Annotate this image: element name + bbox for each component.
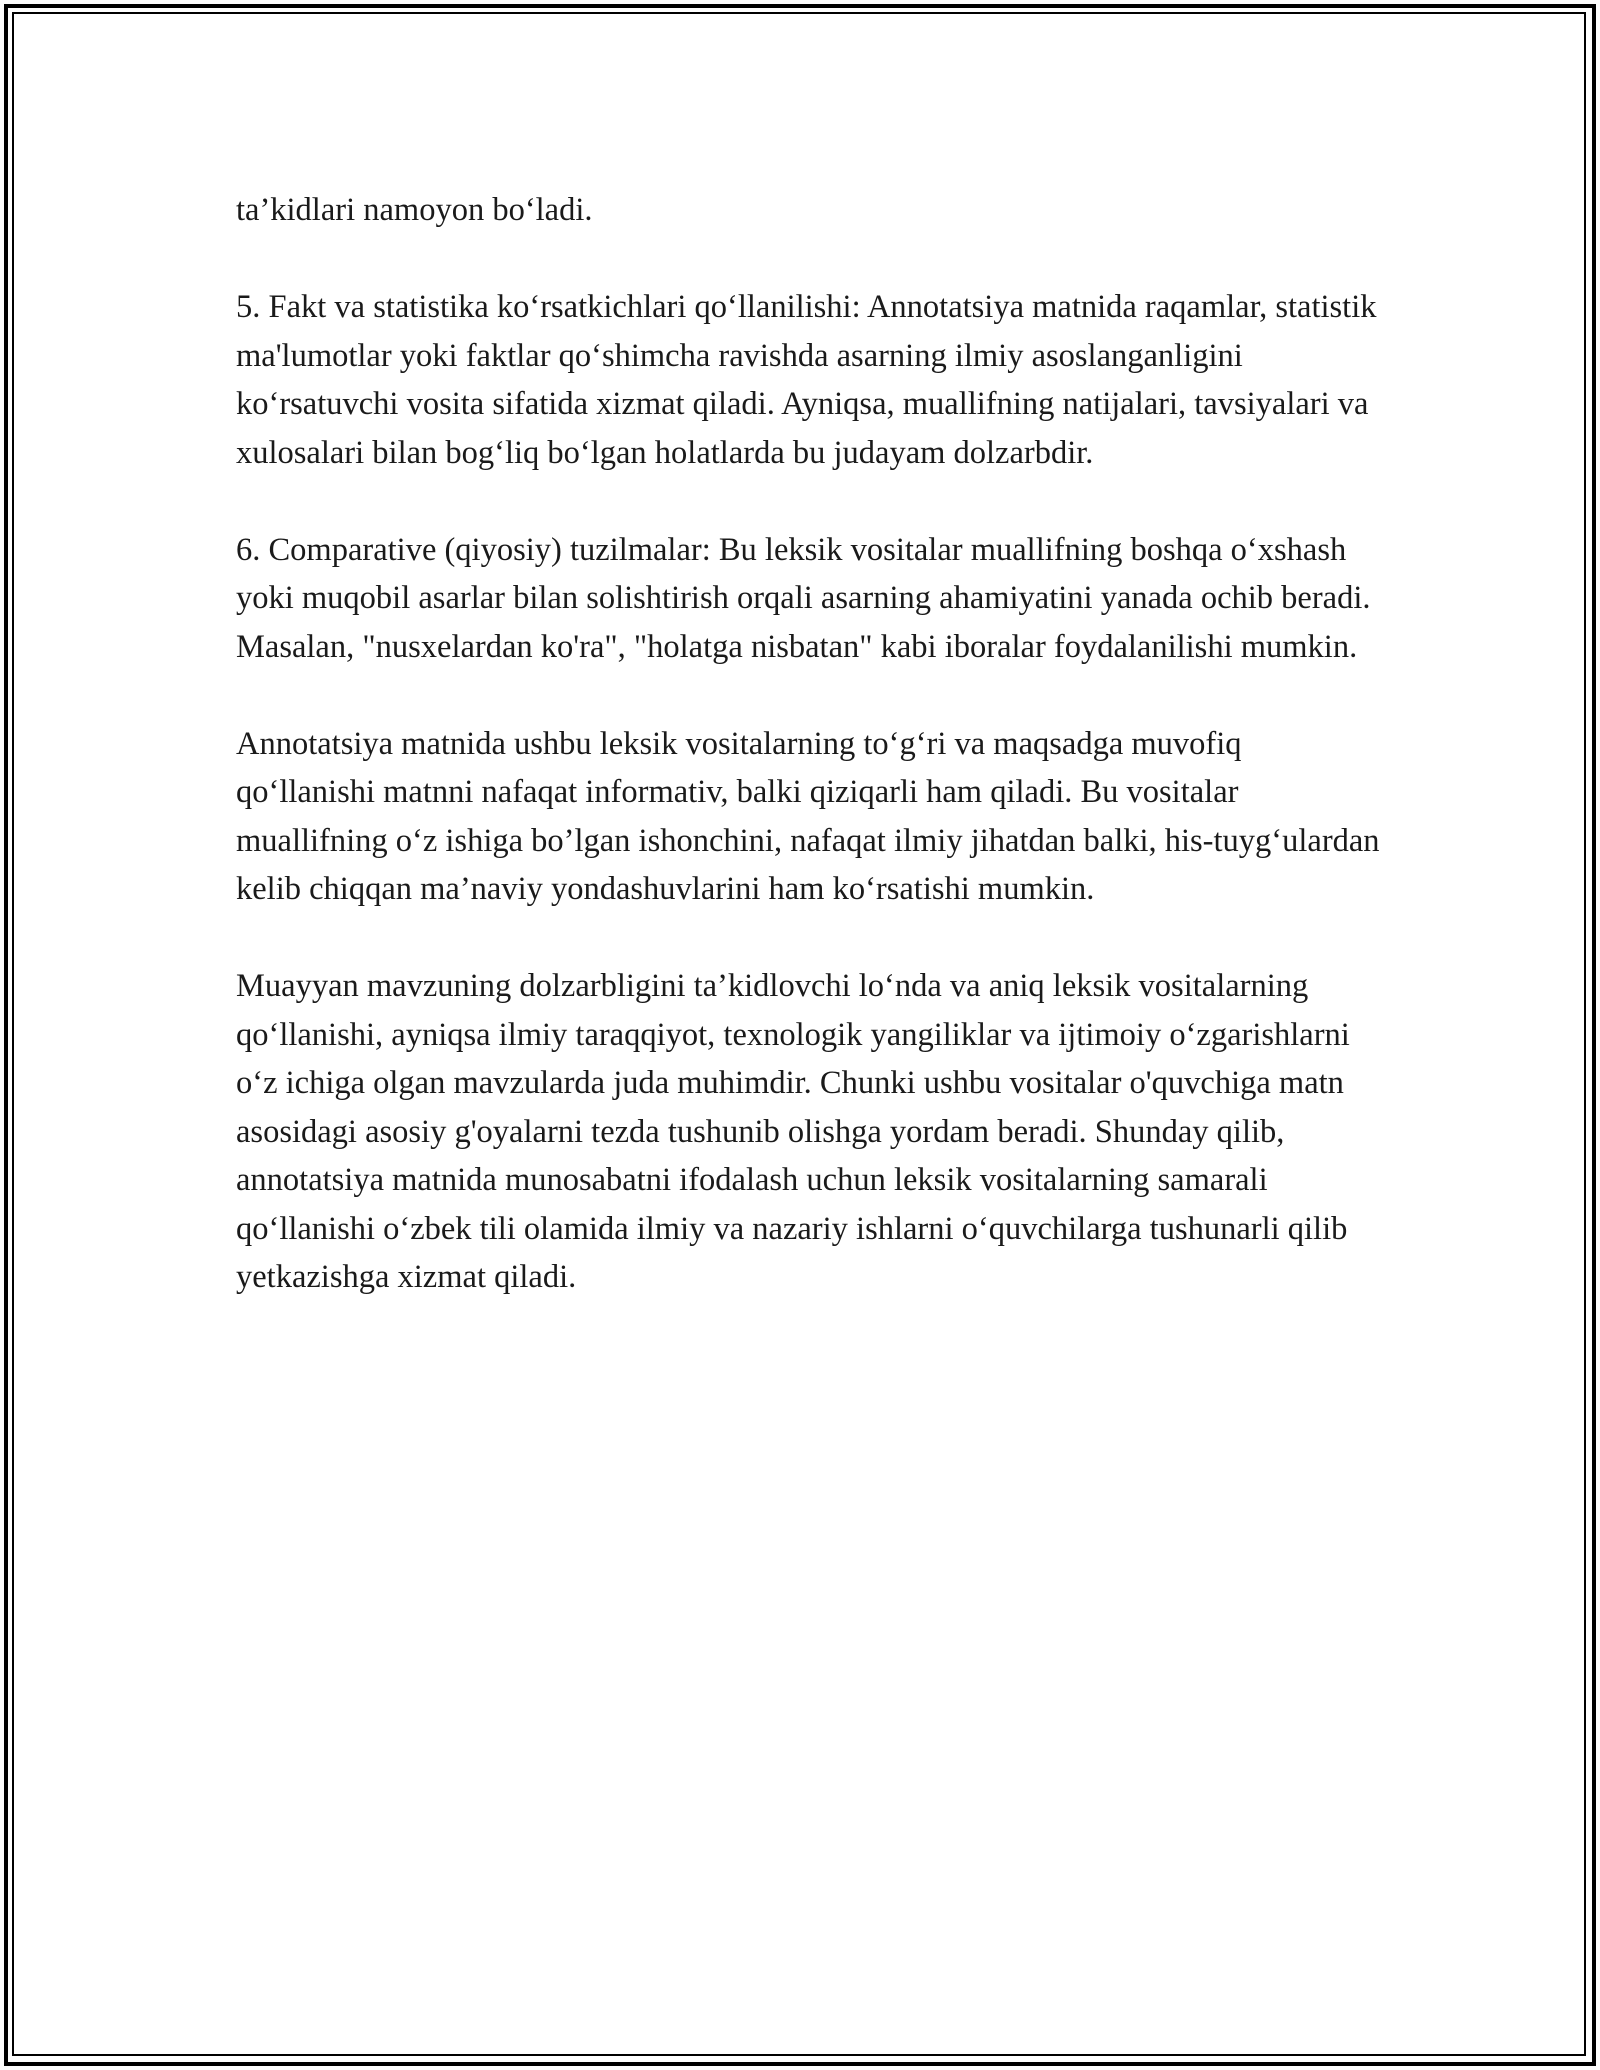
paragraph-continuation: ta’kidlari namoyon bo‘ladi. [236,192,593,228]
document-body [236,186,1386,1350]
paragraph-comparative: 6. Comparative (qiyosiy) tuzilmalar: Bu leksik vositalar muallifning boshqa o‘xshash yoki muqobil asarlar bilan solishtirish orqali asarning ahamiyatini yanada ochib beradi. Masalan, "nusxelardan ko'ra", "holatga nisbatan" kabi iboralar foydalanilishi mumkin. [236,531,1371,665]
paragraph-lexical-usage: Annotatsiya matnida ushbu leksik vositalarning to‘g‘ri va maqsadga muvofiq qo‘llanishi matnni nafaqat informativ, balki qiziqarli ham qiladi. Bu vositalar muallifning o‘z ishiga bo’lgan ishonchini, nafaqat ilmiy jihatdan balki, his-tuyg‘ulardan kelib chiqqan ma’naviy yondashuvlarini ham ko‘rsatishi mumkin. [236,725,1380,907]
paragraph-fact-statistics: 5. Fakt va statistika ko‘rsatkichlari qo‘llanilishi: Annotatsiya matnida raqamlar, statistik ma'lumotlar yoki faktlar qo‘shimcha ravishda asarning ilmiy asoslanganligini ko‘rsatuvchi vosita sifatida xizmat qiladi. Ayniqsa, muallifning natijalari, tavsiyalari va xulosalari bilan bog‘liq bo‘lgan holatlarda bu judayam dolzarbdir. [236,289,1377,471]
paragraph-conclusion: Muayyan mavzuning dolzarbligini ta’kidlovchi lo‘nda va aniq leksik vositalarning qo‘llanishi, ayniqsa ilmiy taraqqiyot, texnologik yangiliklar va ijtimoiy o‘zgarishlarni o‘z ichiga olgan mavzularda juda muhimdir. Chunki ushbu vositalar o'quvchiga matn asosidagi asosiy g'oyalarni tezda tushunib olishga yordam beradi. Shunday qilib, annotatsiya matnida munosabatni ifodalash uchun leksik vositalarning samarali qo‘llanishi o‘zbek tili olamida ilmiy va nazariy ishlarni o‘quvchilarga tushunarli qilib yetkazishga xizmat qiladi. [236,968,1350,1295]
